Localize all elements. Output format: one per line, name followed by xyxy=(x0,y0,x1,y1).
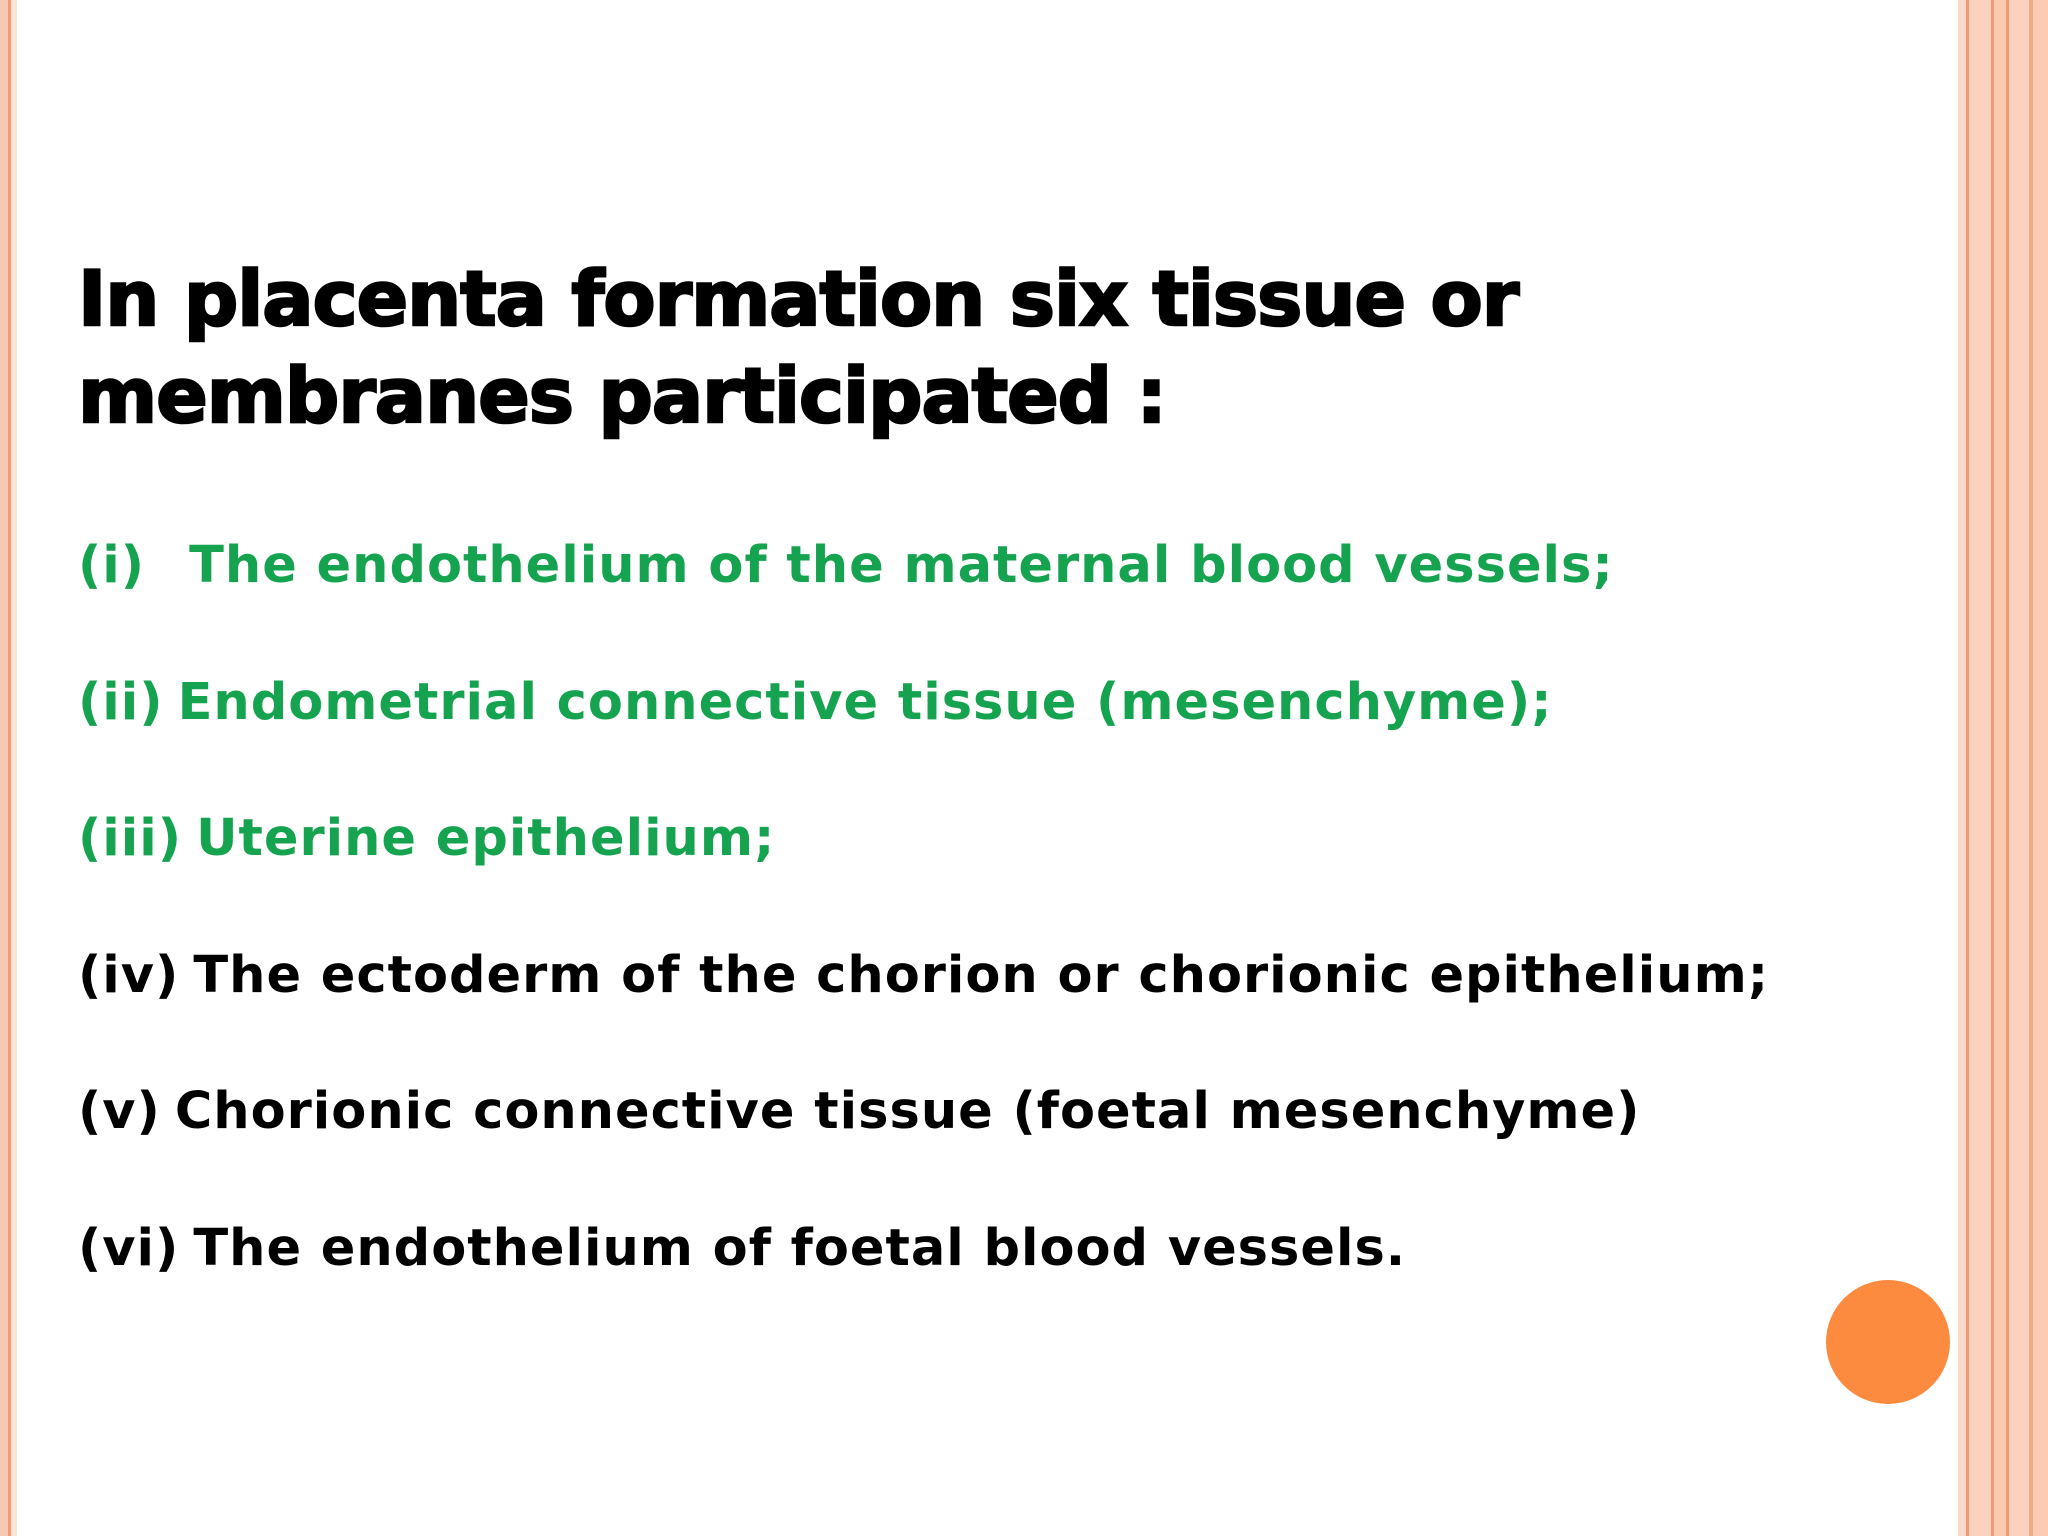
list-item-number: (ii) xyxy=(78,672,164,732)
list-item-number: (v) xyxy=(78,1082,161,1141)
left-border-light-stripe xyxy=(11,0,17,1536)
list-item-text: The endothelium of foetal blood vessels. xyxy=(193,1218,1407,1278)
list-item-text: The endothelium of the maternal blood vessels; xyxy=(189,536,1614,595)
list-item-number: (iii) xyxy=(78,809,183,868)
right-border-stripes xyxy=(1958,0,2048,1536)
tissue-list xyxy=(78,530,1938,1349)
list-item-number: (i) xyxy=(78,536,146,595)
list-item xyxy=(78,667,1938,804)
list-item-text: Endometrial connective tissue (mesenchyme); xyxy=(177,672,1553,732)
list-item-number: (vi) xyxy=(78,1218,180,1278)
list-item xyxy=(78,530,1938,667)
list-item xyxy=(78,803,1938,940)
list-item-text: Uterine epithelium; xyxy=(196,809,776,868)
right-stripe xyxy=(2009,0,2029,1536)
right-stripe xyxy=(1969,0,1991,1536)
list-item xyxy=(78,940,1938,1077)
list-item-text: The ectoderm of the chorion or chorionic epithelium; xyxy=(193,945,1770,1005)
right-stripe xyxy=(2033,0,2048,1536)
right-stripe xyxy=(1958,0,1966,1536)
list-item xyxy=(78,1076,1938,1213)
right-stripe xyxy=(1994,0,2006,1536)
list-item-number: (iv) xyxy=(78,945,180,1005)
decorative-circle xyxy=(1826,1280,1950,1404)
list-item xyxy=(78,1213,1938,1350)
slide-title: In placenta formation six tissue or membranes participated : xyxy=(78,254,1519,440)
list-item-text: Chorionic connective tissue (foetal mesenchyme) xyxy=(174,1082,1641,1141)
left-border-stripe xyxy=(0,0,8,1536)
